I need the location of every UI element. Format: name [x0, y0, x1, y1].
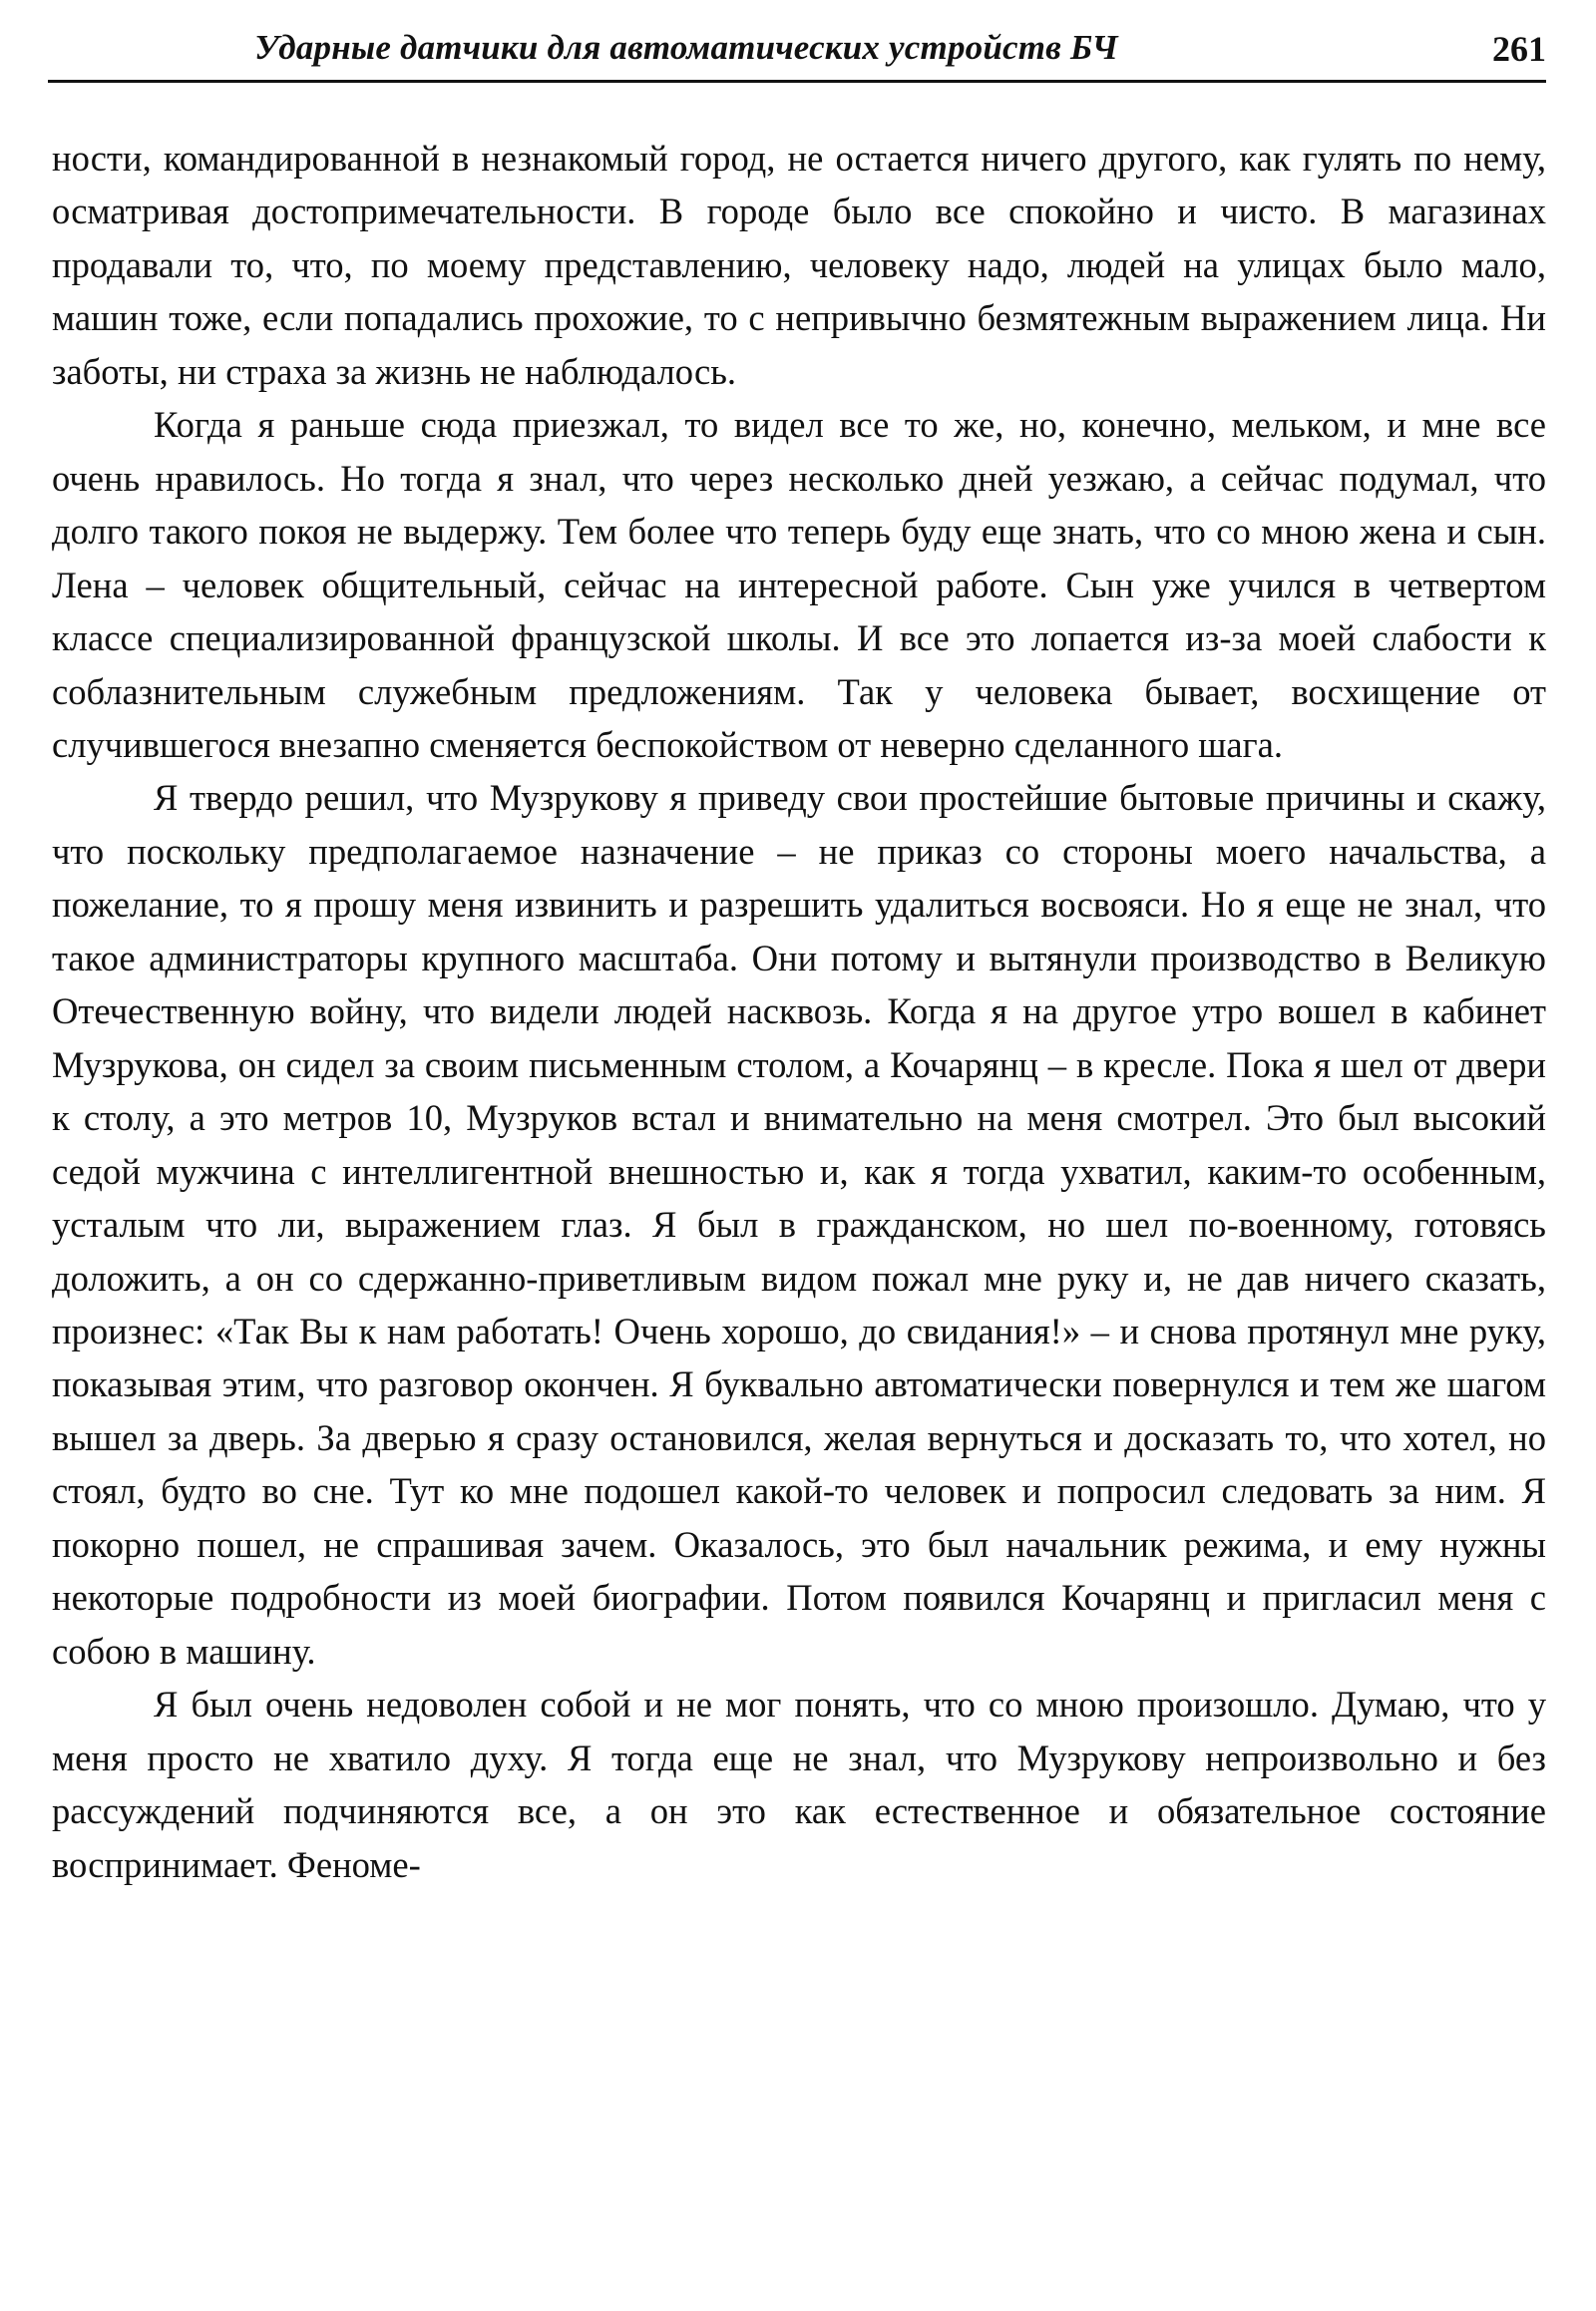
paragraph-1: ности, командированной в незнакомый город, не остается ничего другого, как гулять по нему, осматривая достопримечательности. В городе было все спокойно и чисто. В магазинах продавали то, что, по моему представлению, человеку надо, людей на улицах было мало, машин тоже, если попадались прохожие, то с непривычно безмятежным выражением лица. Ни заботы, ни страха за жизнь не наблюдалось. [52, 138, 1546, 392]
page-number: 261 [1492, 29, 1546, 69]
running-header [48, 22, 1546, 83]
header-title: Ударные датчики для автоматических устройств БЧ [254, 28, 1118, 67]
paragraph-2: Когда я раньше сюда приезжал, то видел все то же, но, конечно, мельком, и мне все очень нравилось. Но тогда я знал, что через несколько дней уезжаю, а сейчас подумал, что долго такого покоя не выдержу. Тем более что теперь буду еще знать, что со мною жена и сын. Лена – человек общительный, сейчас на интересной работе. Сын уже учился в четвертом классе специализированной французской школы. И все это лопается из-за моей слабости к соблазнительным служебным предложениям. Так у человека бывает, восхищение от случившегося внезапно сменяется беспокойством от неверно сделанного шага. [52, 404, 1546, 765]
body-text [52, 132, 1546, 1891]
paragraph-4: Я был очень недоволен собой и не мог понять, что со мною произошло. Думаю, что у меня просто не хватило духу. Я тогда еще не знал, что Музрукову непроизвольно и без рассуждений подчиняются все, а он это как естественное и обязательное состояние воспринимает. Феноме- [52, 1684, 1546, 1885]
paragraph-3: Я твердо решил, что Музрукову я приведу свои простейшие бытовые причины и скажу, что поскольку предполагаемое назначение – не приказ со стороны моего начальства, а пожелание, то я прошу меня извинить и разрешить удалиться восвояси. Но я еще не знал, что такое администраторы крупного масштаба. Они потому и вытянули производство в Великую Отечественную войну, что видели людей насквозь. Когда я на другое утро вошел в кабинет Музрукова, он сидел за своим письменным столом, а Кочарянц – в кресле. Пока я шел от двери к столу, а это метров 10, Музруков встал и внимательно на меня смотрел. Это был высокий седой мужчина с интеллигентной внешностью и, как я тогда ухватил, каким-то особенным, усталым что ли, выражением глаз. Я был в гражданском, но шел по-военному, готовясь доложить, а он со сдержанно-приветливым видом пожал мне руку и, не дав ничего сказать, произнес: «Так Вы к нам работать! Очень хорошо, до свидания!» – и снова протянул мне руку, показывая этим, что разговор окончен. Я буквально автоматически повернулся и тем же шагом вышел за дверь. За дверью я сразу остановился, желая вернуться и досказать то, что хотел, но стоял, будто во сне. Тут ко мне подошел какой-то человек и попросил следовать за ним. Я покорно пошел, не спрашивая зачем. Оказалось, это был начальник режима, и ему нужны некоторые подробности из моей биографии. Потом появился Кочарянц и пригласил меня с собою в машину. [52, 777, 1546, 1672]
